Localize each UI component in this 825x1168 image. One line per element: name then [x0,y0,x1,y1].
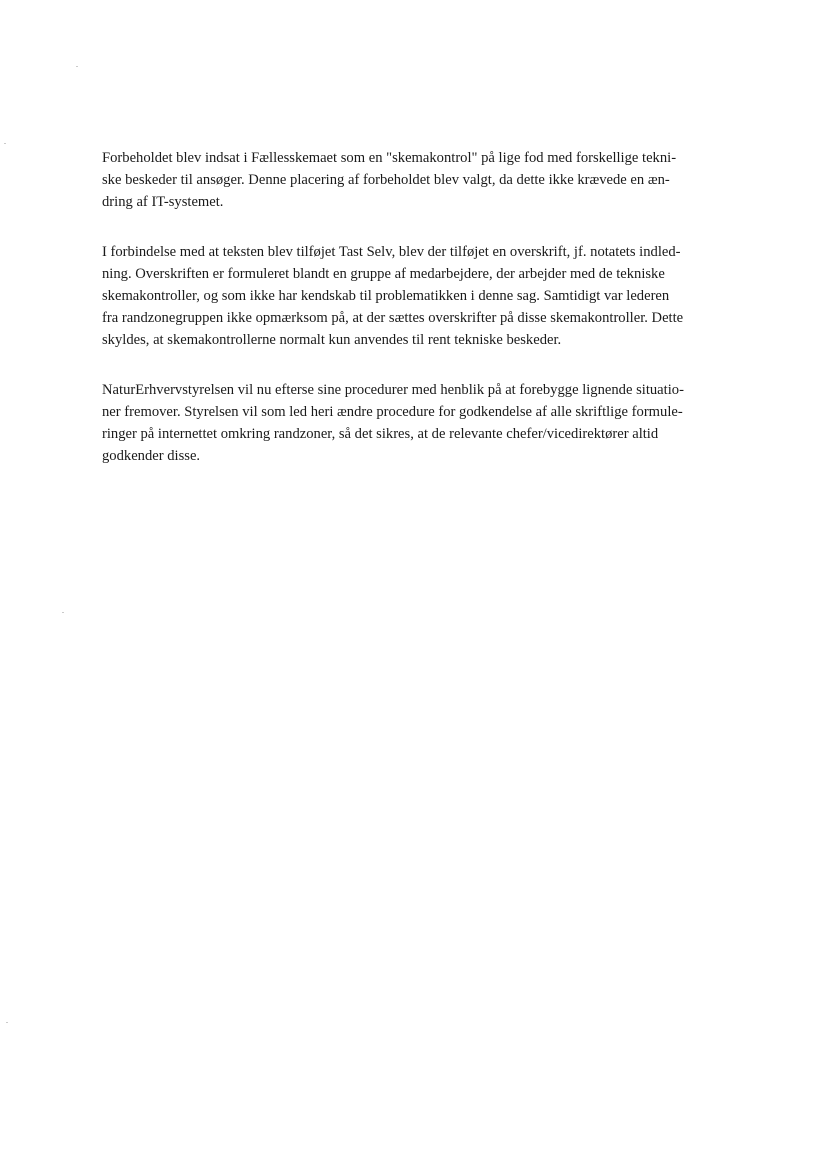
paragraph-form-reservation [102,147,742,214]
scan-speck [62,612,64,613]
text-line: fra randzonegruppen ikke opmærksom på, at der sættes overskrifter på disse skemakontroller. Dette [102,310,684,327]
scan-speck [4,143,6,144]
document-body [102,147,742,494]
text-line: ske beskeder til ansøger. Denne placering af forbeholdet blev valgt, da dette ikke krævede en æn- [102,172,670,189]
text-line: skemakontroller, og som ikke har kendskab til problematikken i denne sag. Samtidigt var lederen [102,288,670,305]
paragraph-heading-explanation [102,241,742,352]
text-line: ringer på internettet omkring randzoner, så det sikres, at de relevante chefer/vicedirektører altid [102,426,659,443]
text-line: skyldes, at skemakontrollerne normalt kun anvendes til rent tekniske beskeder. [102,332,562,349]
text-line: Forbeholdet blev indsat i Fællesskemaet som en "skemakontrol" på lige fod med forskellige tekni- [102,150,677,166]
scan-speck [76,66,78,67]
text-line: I forbindelse med at teksten blev tilføjet Tast Selv, blev der tilføjet en overskrift, jf. notatets indled- [102,243,681,260]
text-line: dring af IT-systemet. [102,194,224,211]
text-line: ning. Overskriften er formuleret blandt en gruppe af medarbejdere, der arbejder med de tekniske [102,265,665,282]
text-line: godkender disse. [102,448,201,465]
paragraph-procedure-review [102,379,742,468]
text-line: ner fremover. Styrelsen vil som led heri ændre procedure for godkendelse af alle skriftlige formule- [102,403,683,420]
scan-speck [6,1022,8,1023]
text-line: NaturErhvervstyrelsen vil nu efterse sine procedurer med henblik på at forebygge lignende situatio- [102,381,684,398]
